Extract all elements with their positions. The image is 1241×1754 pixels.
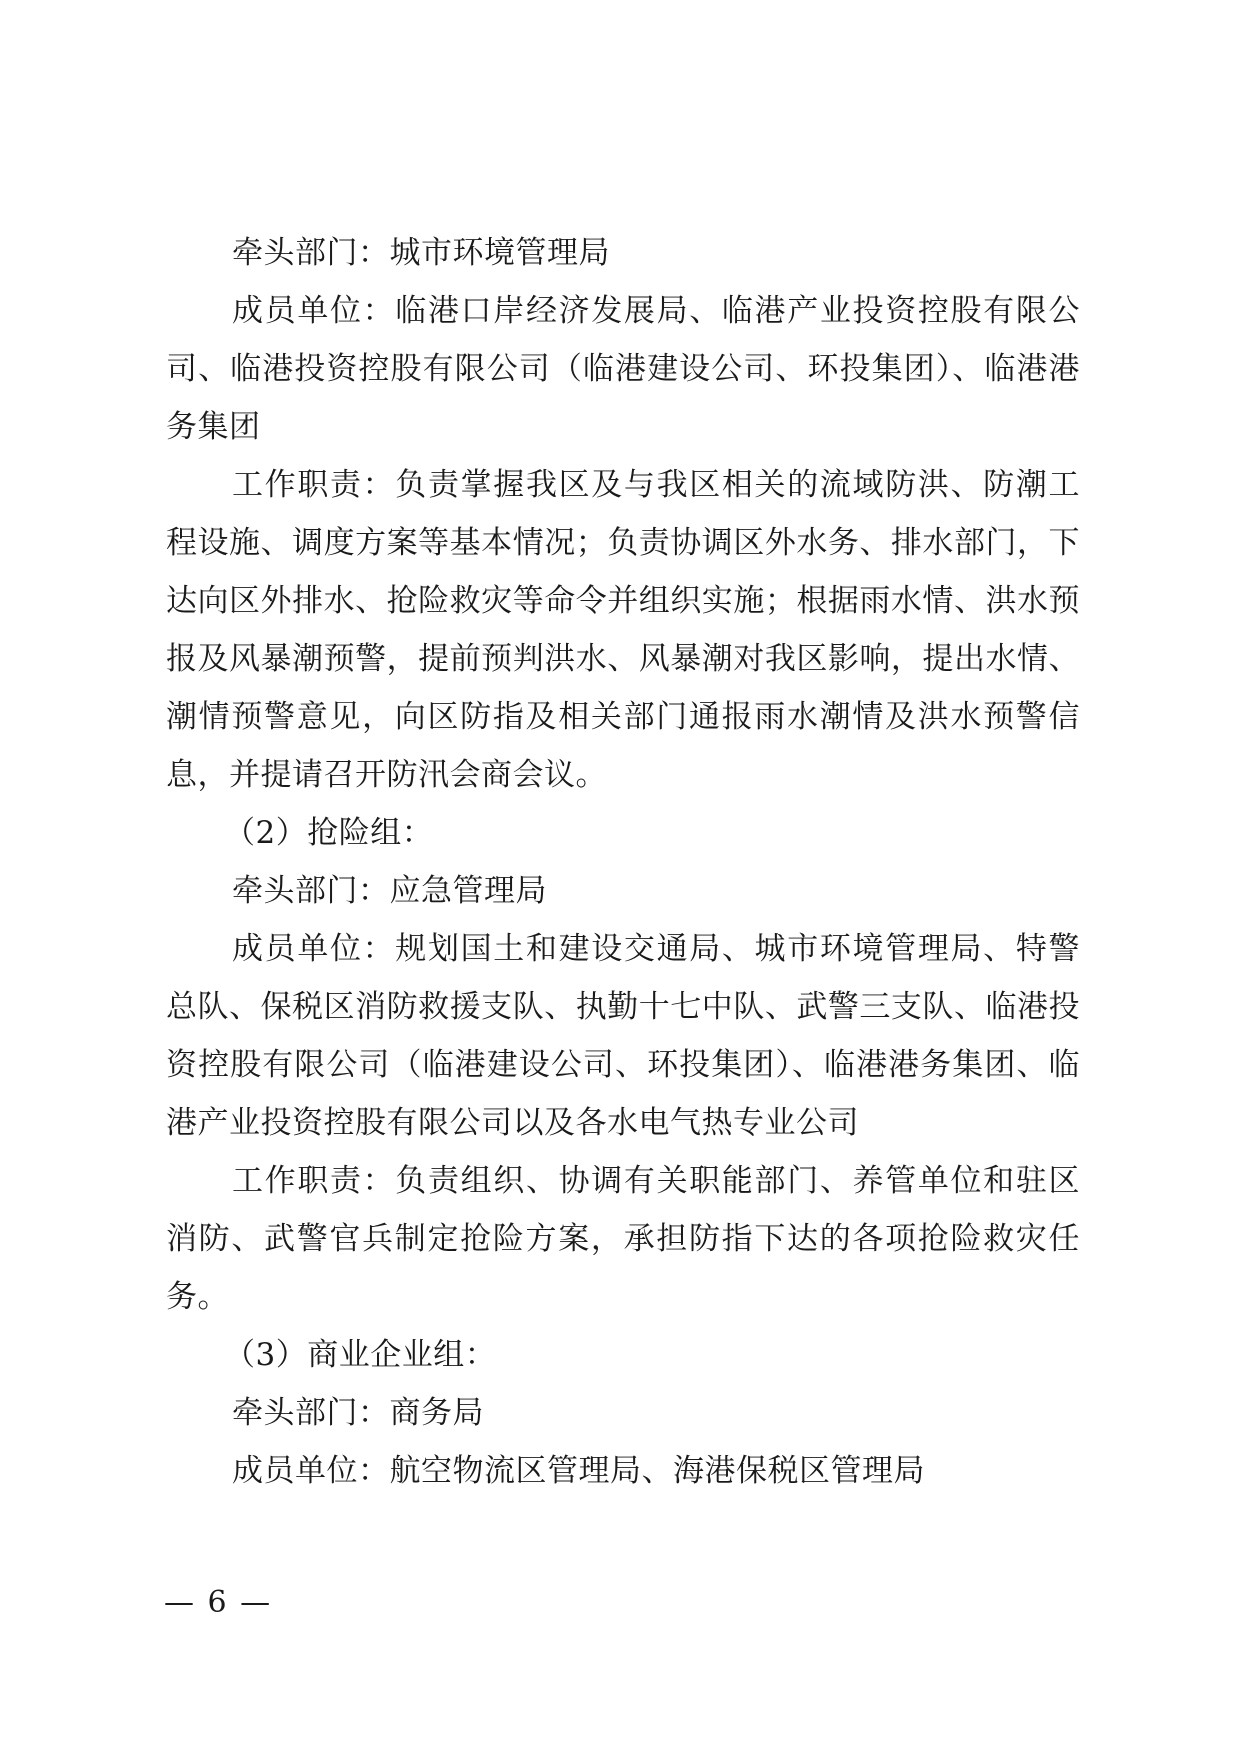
duties-paragraph: 工作职责：负责掌握我区及与我区相关的流域防洪、防潮工程设施、调度方案等基本情况；负责协调区外水务、排水部门，下达向区外排水、抢险救灾等命令并组织实施；根据雨水情、洪水预报及风暴潮预警，提前预判洪水、风暴潮对我区影响，提出水情、潮情预警意见，向区防指及相关部门通报雨水潮情及洪水预警信息，并提请召开防汛会商会议。 [166, 467, 1080, 793]
member-units-paragraph: 成员单位：航空物流区管理局、海港保税区管理局 [232, 1453, 925, 1489]
lead-department-paragraph: 牵头部门：城市环境管理局 [232, 235, 610, 271]
document-body [166, 224, 1080, 1500]
member-units-paragraph: 成员单位：规划国土和建设交通局、城市环境管理局、特警总队、保税区消防救援支队、执勤十七中队、武警三支队、临港投资控股有限公司（临港建设公司、环投集团）、临港港务集团、临港产业投资控股有限公司以及各水电气热专业公司 [166, 931, 1080, 1141]
section-heading-rescue-group: （2）抢险组： [224, 815, 434, 851]
lead-department-paragraph: 牵头部门：应急管理局 [232, 873, 547, 909]
duties-paragraph: 工作职责：负责组织、协调有关职能部门、养管单位和驻区消防、武警官兵制定抢险方案，承担防指下达的各项抢险救灾任务。 [166, 1163, 1080, 1315]
page-number: — 6 — [164, 1585, 273, 1620]
member-units-paragraph: 成员单位：临港口岸经济发展局、临港产业投资控股有限公司、临港投资控股有限公司（临港建设公司、环投集团）、临港港务集团 [166, 293, 1080, 445]
lead-department-paragraph: 牵头部门：商务局 [232, 1395, 484, 1431]
section-heading-commerce-group: （3）商业企业组： [224, 1337, 497, 1373]
